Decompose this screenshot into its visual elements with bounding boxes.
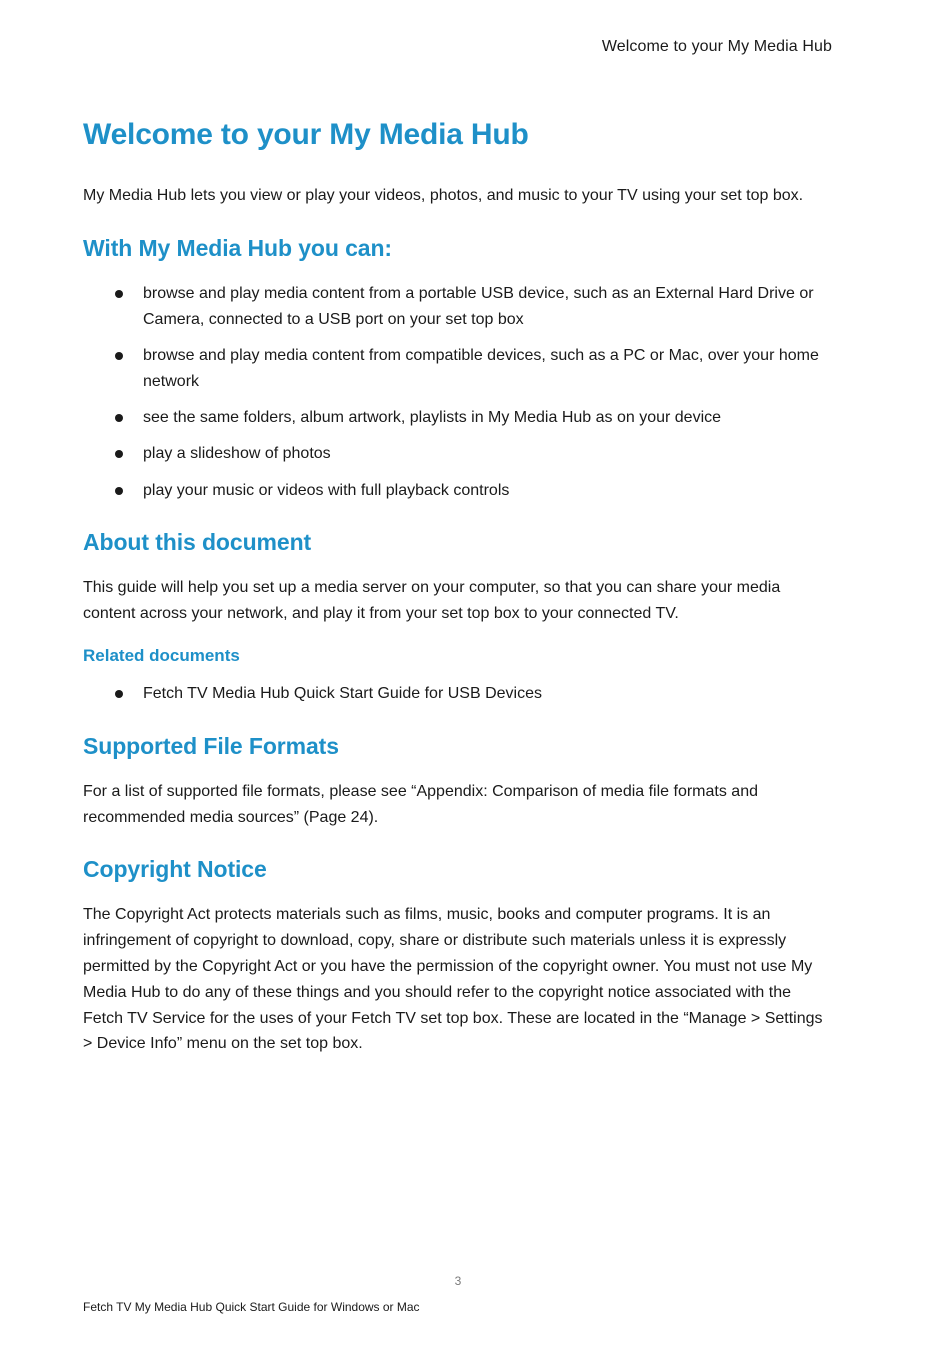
formats-heading: Supported File Formats xyxy=(83,732,339,759)
formats-paragraph: For a list of supported file formats, please see “Appendix: Comparison of media file formats and recommended media sources” (Page 24). xyxy=(83,782,758,826)
bullet-icon xyxy=(115,352,123,360)
list-item-text: Fetch TV Media Hub Quick Start Guide for USB Devices xyxy=(143,684,542,702)
list-item xyxy=(83,405,835,431)
list-item-text: play a slideshow of photos xyxy=(143,445,331,463)
bullet-icon xyxy=(115,450,123,458)
list-item-text: browse and play media content from a portable USB device, such as an External Hard Drive or Camera, connected to a USB port on your set top box xyxy=(143,284,814,328)
about-paragraph: This guide will help you set up a media server on your computer, so that you can share your media content across your network, and play it from your set top box to your connected TV. xyxy=(83,579,781,623)
bullet-icon xyxy=(115,690,123,698)
about-heading: About this document xyxy=(83,529,312,556)
list-item-text: play your music or videos with full playback controls xyxy=(143,481,510,499)
related-documents-list xyxy=(83,681,835,707)
features-heading: With My Media Hub you can: xyxy=(83,234,392,261)
page-number: 3 xyxy=(454,1274,462,1288)
page-title: Welcome to your My Media Hub xyxy=(83,118,529,151)
bullet-icon xyxy=(115,487,123,495)
intro-paragraph: My Media Hub lets you view or play your videos, photos, and music to your TV using your set top box. xyxy=(83,187,804,204)
list-item-text: see the same folders, album artwork, playlists in My Media Hub as on your device xyxy=(143,408,722,426)
list-item xyxy=(83,681,835,707)
page-footer: Fetch TV My Media Hub Quick Start Guide for Windows or Mac xyxy=(83,1300,420,1314)
bullet-icon xyxy=(115,414,123,422)
running-header: Welcome to your My Media Hub xyxy=(601,38,832,55)
document-body xyxy=(83,110,835,1057)
features-list xyxy=(83,281,835,504)
list-item xyxy=(83,478,835,504)
copyright-paragraph: The Copyright Act protects materials such as films, music, books and computer programs. It is an infringement of copyright to download, copy, share or distribute such materials unless it is expressly permitted by the Copyright Act or you have the permission of the copyright owner. You must not use My Media Hub to do any of these things and you should refer to the copyright notice associated with the Fetch TV Service for the uses of your Fetch TV set top box. These are located in the “Manage > Settings > Device Info” menu on the set top box. xyxy=(83,906,823,1053)
copyright-heading: Copyright Notice xyxy=(83,856,267,883)
related-documents-heading: Related documents xyxy=(83,645,240,665)
list-item xyxy=(83,441,835,467)
list-item-text: browse and play media content from compatible devices, such as a PC or Mac, over your home network xyxy=(143,346,819,390)
bullet-icon xyxy=(115,290,123,298)
list-item xyxy=(83,281,835,333)
list-item xyxy=(83,343,835,395)
